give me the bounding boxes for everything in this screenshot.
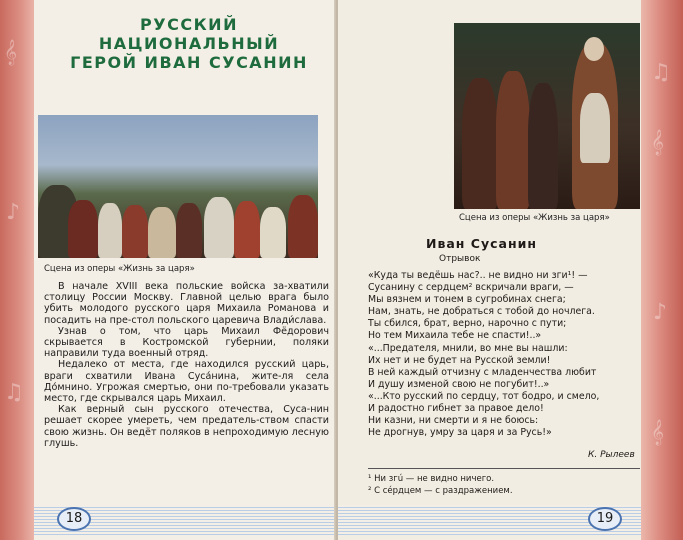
photo-caption: Сцена из оперы «Жизнь за царя» (459, 213, 610, 223)
poem-line: Их нет и не будет на Русской земли! (368, 354, 551, 366)
left-decorative-margin (0, 0, 34, 540)
poem-line: И душу изменой свою не погубит!..» (368, 378, 550, 390)
poem-text (368, 270, 643, 439)
note-icon: ♪ (6, 200, 21, 225)
note-icon: ♫ (4, 380, 24, 405)
right-page (338, 0, 641, 540)
footnote: ² С сéрдцем — с раздражением. (368, 486, 513, 496)
page-title (54, 15, 324, 72)
treble-clef-icon: 𝄞 (4, 40, 18, 65)
footnote-divider (368, 468, 640, 469)
poem-line: Сусанину с сердцем² вскричали враги, — (368, 282, 574, 294)
poem-line: Но тем Михаила тебе не спасти!..» (368, 330, 542, 342)
title-line: ГЕРОЙ ИВАН СУСАНИН (70, 53, 308, 72)
poem-line: И радостно гибнет за правое дело! (368, 403, 544, 415)
poem-line: «...Кто русский по сердцу, тот бодро, и смело, (368, 390, 600, 402)
footnotes (368, 473, 513, 497)
page-number: 19 (588, 507, 622, 531)
poem-line: В ней каждый отчизну с младенчества любит (368, 366, 597, 378)
page-number: 18 (57, 507, 91, 531)
treble-clef-icon: 𝄞 (651, 130, 665, 155)
poem-line: «Куда ты ведёшь нас?.. не видно ни зги¹! — (368, 270, 588, 281)
paragraph: Недалеко от места, где находился русский царь, враги схватили Ивана Суса́нина, жите-ля села До́мнино. Угрожая смертью, они по-требовали указать место, где скрывался царь Михаил. (44, 359, 329, 405)
poem-line: Не дрогнув, умру за царя и за Русь!» (368, 427, 552, 439)
left-page (34, 0, 336, 540)
right-decorative-margin (641, 0, 683, 540)
treble-clef-icon: 𝄞 (651, 420, 665, 445)
opera-scene-photo-crowd (38, 115, 318, 258)
paragraph: Узнав о том, что царь Михаил Фёдорович скрывается в Костромской губернии, поляки направили туда военный отряд. (44, 325, 329, 360)
poem-title: Иван Сусанин (426, 236, 537, 251)
poem-line: Ты сбился, брат, верно, нарочно с пути; (368, 318, 567, 330)
article-text (44, 281, 329, 449)
poem-author: К. Рылеев (588, 450, 635, 460)
footnote: ¹ Ни згú — не видно ничего. (368, 474, 495, 484)
poem-line: Нам, знать, не добраться с тобой до ночлега. (368, 306, 595, 318)
title-line: РУССКИЙ НАЦИОНАЛЬНЫЙ (98, 15, 280, 53)
poem-line: Мы вязнем и тонем в сугробинах снега; (368, 294, 566, 306)
poem-subtitle: Отрывок (439, 254, 481, 264)
opera-scene-photo-susanin (454, 23, 640, 209)
poem-line: Ни казни, ни смерти и я не боюсь: (368, 415, 539, 427)
photo-caption: Сцена из оперы «Жизнь за царя» (44, 264, 195, 274)
note-icon: ♪ (653, 300, 668, 325)
poem-line: «...Предателя, мнили, во мне вы нашли: (368, 342, 568, 354)
paragraph: В начале XVIII века польские войска за-хватили столицу России Москву. Главной целью врага было убить молодого русского царя Михаила Романова и посадить на пре-стол польского царевича Влади́слава. (44, 281, 329, 326)
note-icon: ♫ (651, 60, 671, 85)
paragraph: Как верный сын русского отечества, Суса-нин решает скорее умереть, чем предатель-ством спасти свою жизнь. Он ведёт поляков в непроходимую лесную глушь. (44, 404, 329, 449)
